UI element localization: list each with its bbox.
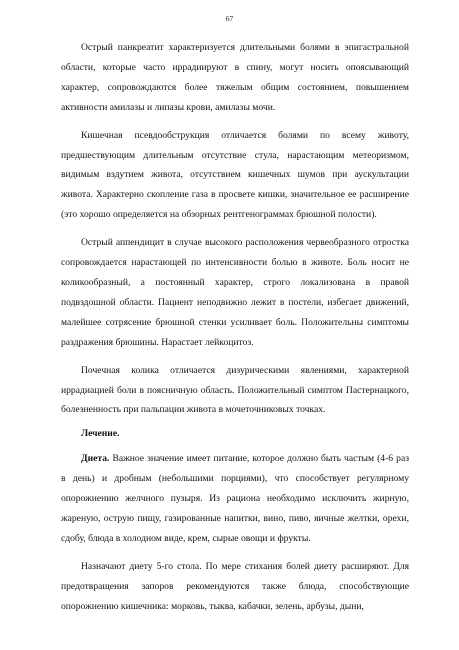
paragraph-acute-pancreatitis: Острый панкреатит характеризуется длительными болями в эпигастральной области, которые часто иррадиируют в спину, могут носить опоясывающий характер, сопровождаются более тяжелым общим состоянием, повышением активности амилазы и липазы крови, амилазы мочи.: [61, 42, 409, 113]
diet-lead-term: Диета.: [81, 453, 110, 465]
paragraph-intestinal-pseudo-obstruction: Кишечная псевдообструкция отличается болями по всему животу, предшествующим длительным отсутствие стула, нарастающим метеоризмом, видимым вздутием живота, отсутствием кишечных шумов при аускультации живота. Характерно скопление газа в просвете кишки, значительное ее расширение (это хорошо определяется на обзорных рентгенограммах брюшной полости).: [61, 129, 409, 221]
body-text: [61, 38, 409, 624]
section-heading-treatment: Лечение.: [81, 428, 120, 440]
paragraph-acute-appendicitis: Острый аппендицит в случае высокого расположения червеобразного отростка сопровождается нарастающей по интенсивности болью в животе. Боль носит не коликообразный, а постоянный характер, строго локализована в правой подвздошной области. Пациент неподвижно лежит в постели, избегает движений, малейшее сотрясение брюшной стенки усиливает боль. Положительны симптомы раздражения брюшины. Нарастает лейкоцитоз.: [61, 237, 409, 348]
diet-text: Важное значение имеет питание, которое должно быть частым (4-6 раз в день) и дробным (небольшими порциями), что способствует регулярному опорожнению желчного пузыря. Из рациона необходимо исключить жирную, жареную, острую пищу, газированные напитки, вино, пиво, яичные желтки, орехи, сдобу, блюда в холодном виде, крем, сырые овощи и фрукты.: [61, 453, 409, 544]
page-number: 67: [225, 14, 234, 23]
paragraph-diet: [61, 449, 409, 549]
paragraph-diet-table-5: Назначают диету 5-го стола. По мере стихания болей диету расширяют. Для предотвращения запоров рекомендуются также блюда, способствующие опорожнению кишечника: морковь, тыква, кабачки, зелень, арбузы, дыни,: [61, 560, 409, 612]
paragraph-renal-colic: Почечная колика отличается дизурическими явлениями, характерной иррадиацией боли в поясничную область. Положительный симптом Пастернацкого, болезненность при пальпации живота в мочеточниковых точках.: [61, 364, 409, 416]
